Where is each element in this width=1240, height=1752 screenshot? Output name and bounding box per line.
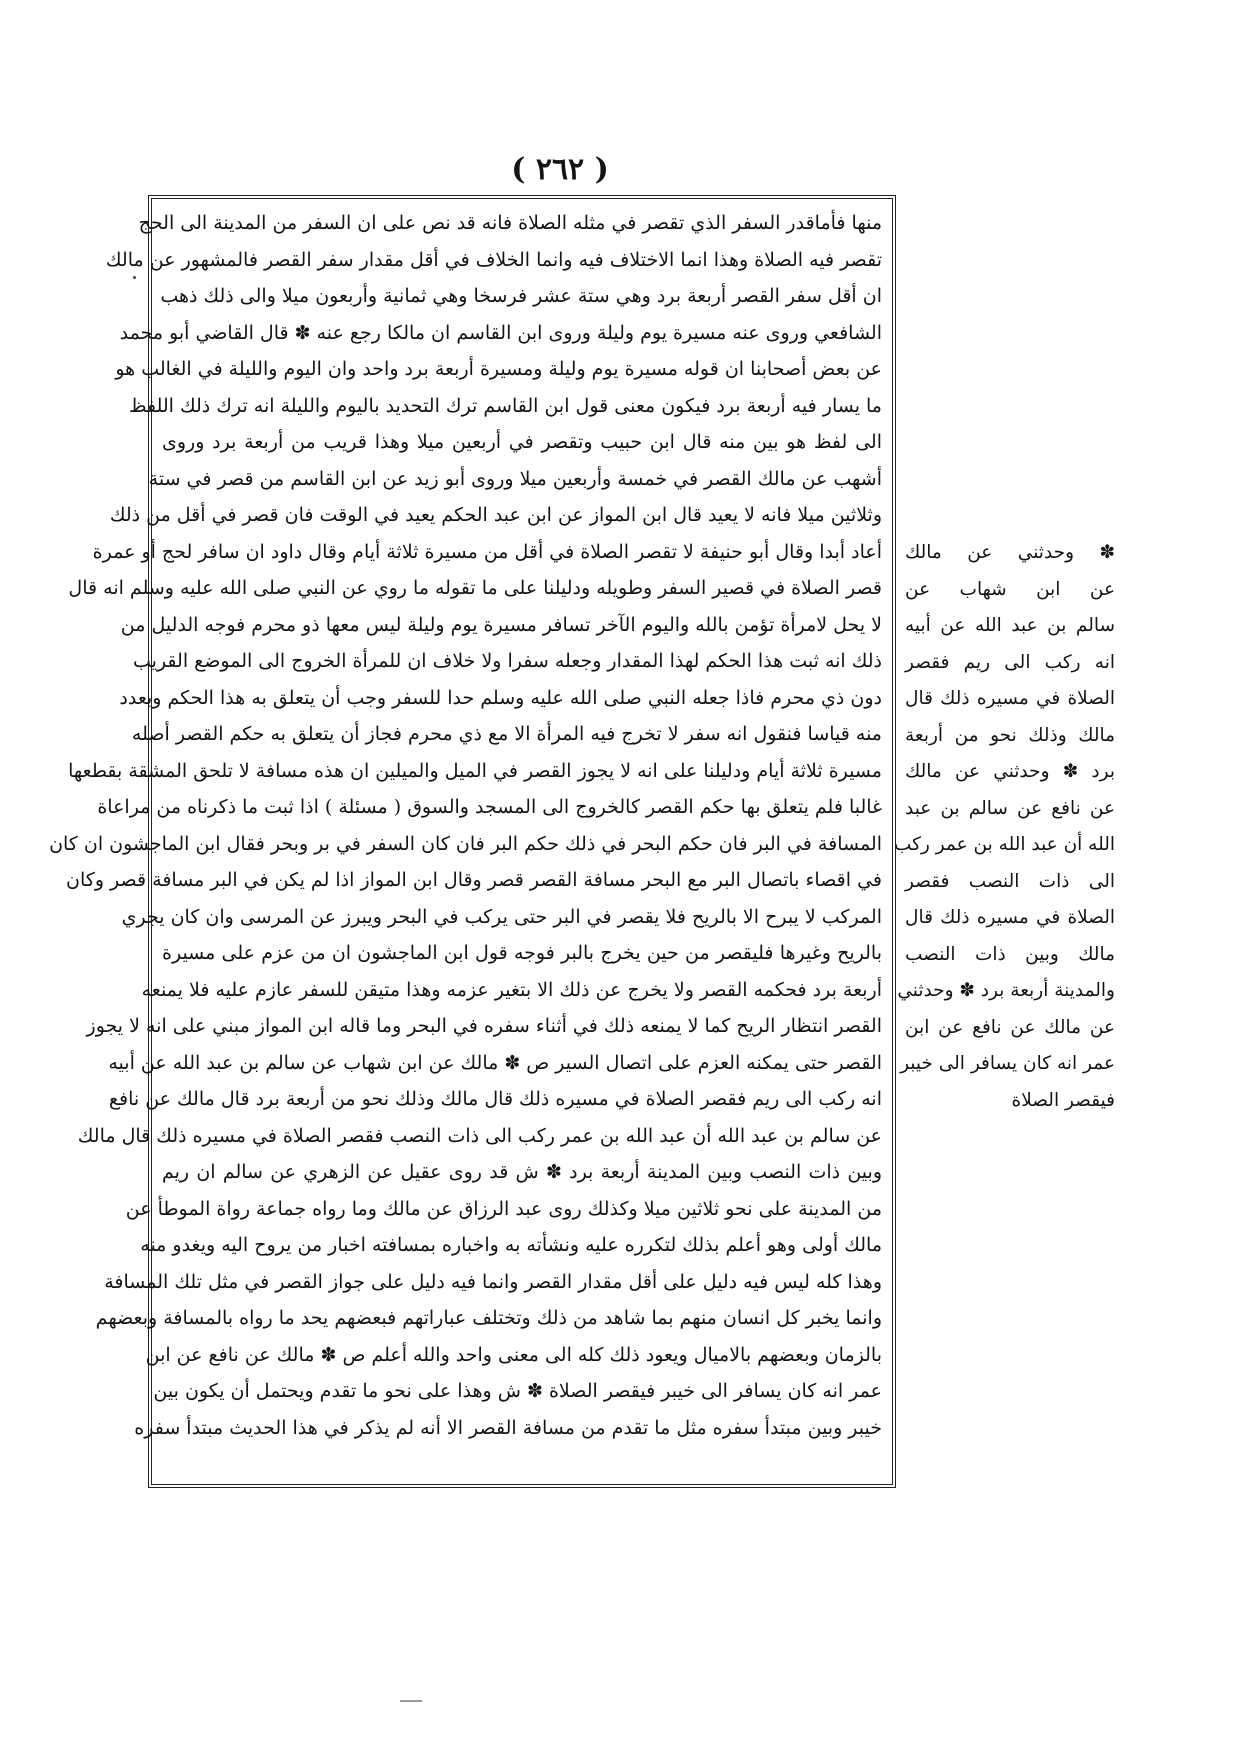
margin-note-line: عن نافع عن سالم بن عبد [905,797,1115,819]
text-line: المركب لا يبرح الا بالريح فلا يقصر في البر حتى يركب في البحر ويبرز عن المرسى وان كان يجري [121,905,882,928]
margin-note-line: سالم بن عبد الله عن أبيه [905,615,1115,636]
text-line: ذلك انه ثبت هذا الحكم لهذا المقدار وجعله سفرا ولا خلاف ان للمرأة الخروج الى الموضع القريب [133,650,882,672]
text-line: القصر حتى يمكنه العزم على اتصال السير ص ✽ مالك عن ابن شهاب عن سالم بن عبد الله عن أبيه [108,1051,882,1074]
margin-note-line: الصلاة في مسيره ذلك قال [905,907,1115,928]
text-line: وهذا كله ليس فيه دليل على أقل مقدار القصر وانما فيه دليل على جواز القصر في مثل تلك المسافة [104,1270,882,1293]
text-line: انه ركب الى ريم فقصر الصلاة في مسيره ذلك قال مالك وذلك نحو من أربعة برد قال مالك عن نافع [108,1088,882,1110]
text-line: خيبر وبين مبتدأ سفره مثل ما تقدم من مسافة القصر الا أنه لم يذكر في هذا الحديث مبتدأ سفره [134,1416,882,1439]
margin-note-line: عمر انه كان يسافر الى خيبر [900,1053,1115,1074]
margin-note-line: والمدينة أربعة برد ✽ وحدثني [897,980,1115,1001]
scan-speck [133,276,136,279]
text-line: ان أقل سفر القصر أربعة برد وهي ستة عشر فرسخا وهي ثمانية وأربعون ميلا والى ذلك ذهب [160,285,882,307]
text-line: مسيرة ثلاثة أيام ودليلنا على انه لا يجوز القصر في الميل والميلين ان هذه مسافة لا تلحق المشقة بقطعها [68,759,882,782]
text-line: غالبا فلم يتعلق بها حكم القصر كالخروج الى المسجد والسوق ( مسئلة ) اذا ثبت ما ذكرناه من مراعاة [97,796,882,818]
margin-note-line: عن ابن شهاب عن [905,578,1115,600]
text-line: لا يحل لامرأة تؤمن بالله واليوم الآخر تسافر مسيرة يوم وليلة ليس معها ذو محرم فوجه الدليل من [120,613,882,636]
text-line: عمر انه كان يسافر الى خيبر فيقصر الصلاة ✽ ش وهذا على نحو ما تقدم ويحتمل أن يكون بين [153,1380,882,1402]
text-line: وثلاثين ميلا فانه لا يعيد قال ابن المواز عن ابن عبد الحكم يعيد في الوقت فان قصر في أقل من ذلك [109,504,882,526]
text-line: المسافة في البر فان حكم البحر في ذلك حكم البر فان كان السفر في بر وبحر فقال ابن الماجشون ان كان [49,832,882,855]
text-line: ما يسار فيه أربعة برد فيكون معنى قول ابن القاسم ترك التحديد باليوم والليلة انه ترك ذلك اللفظ [128,394,882,417]
margin-note-line: مالك وبين ذات النصب [905,943,1115,965]
margin-note-line: فيقصر الصلاة [1011,1089,1115,1111]
margin-note-line: عن مالك عن نافع عن ابن [905,1016,1115,1038]
text-line: القصر انتظار الريح كما لا يمنعه ذلك في أثناء سفره في البحر وما قاله ابن المواز مبني على انه لا يجوز [86,1015,882,1037]
text-line: أعاد أبدا وقال أبو حنيفة لا تقصر الصلاة في أقل من مسيرة ثلاثة أيام وقال داود ان سافر لحج أو عمرة [92,540,882,563]
text-line: أربعة برد فحكمه القصر ولا يخرج عن ذلك الا بتغير عزمه وهذا متيقن للسفر عازم عليه فلا يمنعه [141,978,882,1001]
text-line: وانما يخبر كل انسان منهم بما شاهد من ذلك وتختلف عباراتهم فبعضهم يحد ما رواه بالمسافة وبعضهم [95,1307,882,1329]
margin-note-line: الى ذات النصب فقصر [905,870,1115,892]
page-number: ( ٢٦٢ ) [511,152,609,187]
text-line: في اقصاء باتصال البر مع البحر مسافة القصر قصر وقال ابن المواز اذا لم يكن في البر مسافة قصر وكان [66,869,882,891]
text-line: الشافعي وروى عنه مسيرة يوم وليلة وروى ابن القاسم ان مالكا رجع عنه ✽ قال القاضي أبو محمد [119,321,882,344]
text-line: دون ذي محرم فاذا جعله النبي صلى الله عليه وسلم حدا للسفر وجب أن يتعلق به هذا الحكم وبعدد [119,686,882,709]
text-line: منه قياسا فنقول انه سفر لا تخرج فيه المرأة الا مع ذي محرم فجاز أن يتعلق به حكم القصر أصله [131,723,882,745]
margin-note-line: ✽ وحدثني عن مالك [905,542,1115,563]
text-line: بالزمان وبعضهم بالاميال ويعود ذلك كله الى معنى واحد والله أعلم ص ✽ مالك عن نافع عن ابن [145,1343,882,1366]
margin-note-line: برد ✽ وحدثني عن مالك [905,761,1115,782]
text-line: مالك أولى وهو أعلم بذلك لتكرره عليه ونشأته به واخباره بمسافته اخبار من يروح اليه ويغدو منه [140,1234,882,1256]
text-line: قصر الصلاة في قصير السفر وطويله ودليلنا على ما تقوله ما روي عن النبي صلى الله عليه وسلم انه قال [68,577,882,599]
margin-note-line: انه ركب الى ريم فقصر [905,651,1115,673]
margin-notes [893,535,1115,1119]
margin-note-line: الصلاة في مسيره ذلك قال [905,688,1115,709]
text-line: من المدينة على نحو ثلاثين ميلا وكذلك روى عبد الرزاق عن مالك وما رواه جماعة رواة الموطأ عن [125,1197,882,1220]
margin-note-line: الله أن عبد الله بن عمر ركب [893,834,1115,855]
main-text-frame [49,195,896,1488]
main-text-block [49,205,882,1446]
scan-dash [400,1700,422,1702]
text-line: وبين ذات النصب وبين المدينة أربعة برد ✽ ش قد روى عقيل عن الزهري عن سالم ان ريم [162,1161,882,1183]
text-line: الى لفظ هو بين منه قال ابن حبيب وتقصر في أربعين ميلا وهذا قريب من أربعة برد وروى [162,431,882,453]
text-line: بالريح وغيرها فليقصر من حين يخرج بالبر فوجه قول ابن الماجشون ان من عزم على مسيرة [162,942,882,964]
text-line: أشهب عن مالك القصر في خمسة وأربعين ميلا وروى أبو زيد عن ابن القاسم من قصر في ستة [148,467,882,490]
margin-note-line: مالك وذلك نحو من أربعة [905,724,1115,746]
text-line: منها فأماقدر السفر الذي تقصر في مثله الصلاة فانه قد نص على ان السفر من المدينة الى الحج [138,212,882,234]
text-line: عن سالم بن عبد الله أن عبد الله بن عمر ركب الى ذات النصب فقصر الصلاة في مسيره ذلك قال مالك [77,1124,882,1147]
text-line: عن بعض أصحابنا ان قوله مسيرة يوم وليلة ومسيرة أربعة برد واحد وان اليوم والليلة في الغالب هو [115,358,882,380]
text-line: تقصر فيه الصلاة وهذا انما الاختلاف فيه وانما الخلاف في أقل مقدار سفر القصر فالمشهور عن مالك [105,248,882,271]
